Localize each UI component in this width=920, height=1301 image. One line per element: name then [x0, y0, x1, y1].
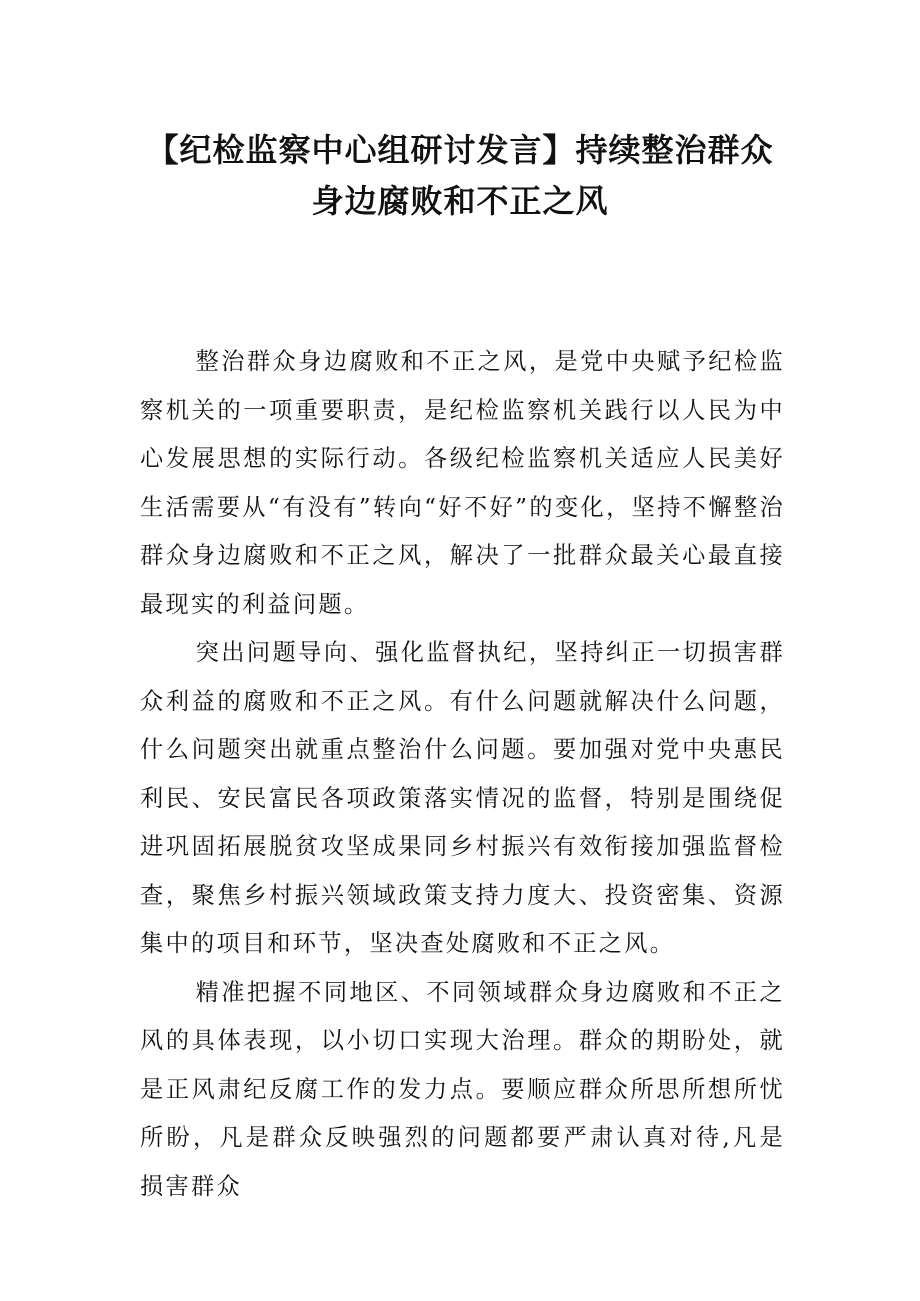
paragraph-2: 突出问题导向、强化监督执纪，坚持纠正一切损害群众利益的腐败和不正之风。有什么问题就解决什么问题，什么问题突出就重点整治什么问题。要加强对党中央惠民利民、安民富民各项政策落实情况的监督，特别是围绕促进巩固拓展脱贫攻坚成果同乡村振兴有效衔接加强监督检查，聚焦乡村振兴领域政策支持力度大、投资密集、资源集中的项目和环节，坚决查处腐败和不正之风。 [140, 639, 785, 957]
paragraph-3: 精准把握不同地区、不同领域群众身边腐败和不正之风的具体表现，以小切口实现大治理。群众的期盼处，就是正风肃纪反腐工作的发力点。要顺应群众所思所想所忧所盼，凡是群众反映强烈的问题都要严肃认真对待,凡是损害群众 [140, 978, 785, 1200]
document-title-line-1: 【纪检监察中心组研讨发言】持续整治群众 [146, 131, 774, 169]
paragraph-1: 整治群众身边腐败和不正之风，是党中央赋予纪检监察机关的一项重要职责，是纪检监察机关践行以人民为中心发展思想的实际行动。各级纪检监察机关适应人民美好生活需要从“有没有”转向“好不好”的变化，坚持不懈整治群众身边腐败和不正之风，解决了一批群众最关心最直接最现实的利益问题。 [140, 348, 785, 618]
document-body [140, 338, 785, 1211]
document-title-line-2: 身边腐败和不正之风 [311, 182, 609, 220]
